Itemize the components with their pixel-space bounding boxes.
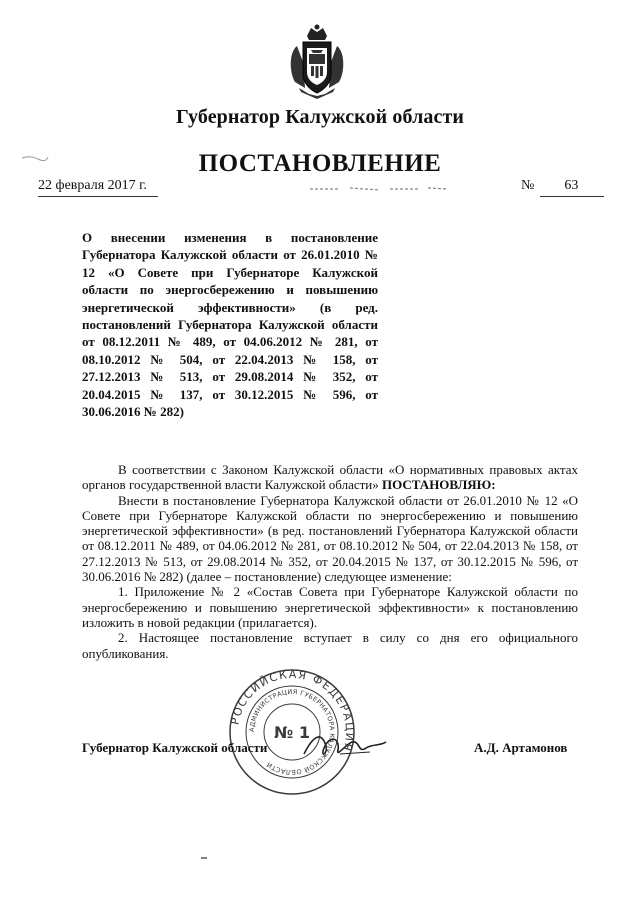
preamble-paragraph — [82, 462, 578, 493]
issuer-title: Губернатор Калужской области — [175, 106, 465, 128]
signatory-title: Губернатор Калужской области — [82, 740, 268, 755]
seal-outer-text: РОССИЙСКАЯ ФЕДЕРАЦИЯ — [228, 668, 356, 754]
intro-paragraph: Внести в постановление Губернатора Калужской области от 26.01.2010 № 12 «О Совете при Губернаторе Калужской области по энергосбережению и повышению энергетической эффективности» (в ред. постановлений Губернатора Калужской области от 08.12.2011 № 489, от 04.06.2012 № 281, от 08.10.2012 № 504, от 22.04.2013 № 158, от 27.12.2013 № 513, от 29.08.2014 № 352, от 20.04.2015 № 137, от 30.12.2015 № 596, от 30.06.2016 № 282) (далее – постановление) следующее изменение: — [82, 492, 578, 585]
seal-inner-text: АДМИНИСТРАЦИЯ ГУБЕРНАТОРА КАЛУЖСКОЙ ОБЛАСТИ — [247, 687, 337, 777]
signatory-name: А.Д. Артамонов — [474, 740, 568, 755]
item-1-paragraph: 1. Приложение № 2 «Состав Совета при Губернаторе Калужской области по энергосбережению и повышению энергетической эффективности» к постановлению изложить в новой редакции (прилагается). — [82, 584, 578, 630]
number-underline — [540, 196, 604, 197]
coat-of-arms-icon — [285, 22, 349, 100]
preamble-text: В соответствии с Законом Калужской области «О нормативных правовых актах органов государственной власти Калужской области» — [82, 462, 578, 493]
document-type-heading: ПОСТАНОВЛЕНИЕ — [198, 150, 442, 177]
item-2-paragraph: 2. Настоящее постановление вступает в силу со дня его официального опубликования. — [82, 630, 578, 661]
scan-artifact — [20, 152, 50, 164]
seal-center-number: № 1 — [274, 723, 310, 742]
scan-artifact — [200, 855, 208, 861]
decree-word: ПОСТАНОВЛЯЮ: — [382, 477, 496, 493]
number-label: № — [521, 178, 535, 193]
document-number-line — [521, 178, 578, 194]
scan-artifact — [310, 185, 450, 193]
date-underline — [38, 196, 158, 197]
document-date: 22 февраля 2017 г. — [38, 178, 147, 193]
document-number: 63 — [564, 178, 579, 193]
document-body — [82, 462, 578, 661]
handwritten-signature — [300, 724, 390, 764]
document-subject: О внесении изменения в постановление Губернатора Калужской области от 26.01.2010 № 12 «О Совете при Губернаторе Калужской области по энергосбережению и повышению энергетической эффективности» (в ред. постановлений Губернатора Калужской области от 08.12.2011 № 489, от 04.06.2012 № 281, от 08.10.2012 № 504, от 22.04.2013 № 158, от 27.12.2013 № 513, от 29.08.2014 № 352, от 20.04.2015 № 137, от 30.12.2015 № 596, от 30.06.2016 № 282) — [82, 230, 378, 420]
